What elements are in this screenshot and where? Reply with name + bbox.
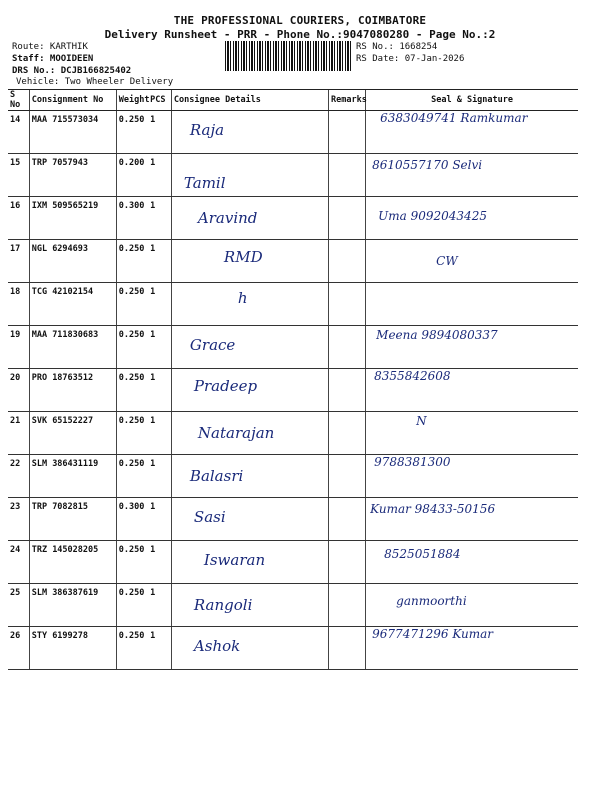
pieces: 1 [150,631,156,641]
table-row [8,412,578,455]
pieces-cell [148,326,171,369]
sno: 26 [10,631,21,641]
consignee-name: h [237,289,248,307]
consignee-name-cell [171,326,328,369]
consignee-name: Sasi [193,508,226,526]
weight-cell [116,584,148,627]
consignment-number-cell [29,627,116,670]
signature-cell [366,326,578,369]
signature: CW [436,254,458,268]
weight-cell [116,541,148,584]
sno-cell [8,412,29,455]
consignment-number-cell [29,154,116,197]
sno: 16 [10,201,21,211]
pieces-cell [148,369,171,412]
table-row [8,584,578,627]
signature: Uma 9092043425 [378,209,487,223]
table-row [8,541,578,584]
signature-cell [366,412,578,455]
sno: 23 [10,502,21,512]
sno-cell [8,627,29,670]
col-consignee: Consignee Details [171,90,328,111]
barcode [225,41,351,71]
vehicle-label: Vehicle: Two Wheeler Delivery [16,77,174,87]
signature: 9788381300 [374,455,451,469]
consignment-number: PRO 18763512 [31,373,94,383]
consignee-name: Grace [189,336,236,354]
table-row [8,498,578,541]
weight-cell [116,369,148,412]
consignee-name: Natarajan [197,424,275,442]
pieces: 1 [150,244,156,254]
weight-cell [116,283,148,326]
document-title: THE PROFESSIONAL COURIERS, COIMBATORE [173,14,427,27]
pieces: 1 [150,459,156,469]
signature-cell [366,240,578,283]
pieces-cell [148,154,171,197]
consignee-name: Ashok [193,637,241,655]
consignee-name-cell [171,455,328,498]
pieces-cell [148,283,171,326]
signature-cell [366,197,578,240]
consignment-number: SLM 386387619 [31,588,99,598]
rs-number: RS No.: 1668254 [356,42,438,52]
signature: Kumar 98433-50156 [370,502,496,516]
consignment-number: MAA 711830683 [31,330,99,340]
sno-cell [8,498,29,541]
weight: 0.250 [118,459,145,469]
remarks-cell [329,584,366,627]
weight-cell [116,412,148,455]
remarks-cell [329,240,366,283]
weight: 0.250 [118,244,145,254]
weight-cell [116,627,148,670]
consignment-number-cell [29,111,116,154]
weight: 0.300 [118,201,145,211]
signature: 8525051884 [384,547,461,561]
consignee-name: Raja [189,121,225,139]
weight-cell [116,111,148,154]
pieces-cell [148,197,171,240]
sno: 24 [10,545,21,555]
consignment-number: TRZ 145028205 [31,545,99,555]
consignee-name: Iswaran [203,551,266,569]
table-header-row [8,90,578,111]
weight-cell [116,197,148,240]
col-sno: S No [8,90,29,111]
sno-cell [8,197,29,240]
document-subtitle: Delivery Runsheet - PRR - Phone No.:9047080280 - Page No.:2 [104,28,496,41]
runsheet-table [8,89,578,670]
sno: 14 [10,115,21,125]
signature: 6383049741 Ramkumar [380,111,528,125]
weight: 0.300 [118,502,145,512]
pieces-cell [148,627,171,670]
consignee-name-cell [171,369,328,412]
consignee-name-cell [171,627,328,670]
sno-cell [8,326,29,369]
table-row [8,455,578,498]
sno: 15 [10,158,21,168]
signature: N [416,414,427,428]
pieces-cell [148,584,171,627]
remarks-cell [329,455,366,498]
signature-cell [366,627,578,670]
route-label: Route: KARTHIK [12,42,88,52]
consignment-number-cell [29,498,116,541]
consignee-name-cell [171,498,328,541]
consignee-name: Pradeep [193,377,258,395]
pieces: 1 [150,373,156,383]
consignment-number-cell [29,541,116,584]
pieces: 1 [150,330,156,340]
pieces: 1 [150,416,156,426]
table-row [8,369,578,412]
table-row [8,283,578,326]
consignee-name-cell [171,412,328,455]
signature-cell [366,541,578,584]
consignment-number: TRP 7082815 [31,502,89,512]
weight-cell [116,154,148,197]
consignment-number: NGL 6294693 [31,244,89,254]
consignee-name-cell [171,584,328,627]
signature-cell [366,283,578,326]
weight: 0.250 [118,588,145,598]
consignee-name: RMD [223,248,263,266]
pieces-cell [148,455,171,498]
signature: 8355842608 [374,369,451,383]
consignee-name: Aravind [197,209,258,227]
consignee-name-cell [171,541,328,584]
sno: 18 [10,287,21,297]
pieces: 1 [150,588,156,598]
pieces-cell [148,111,171,154]
table-row [8,627,578,670]
weight: 0.250 [118,631,145,641]
consignment-number: STY 6199278 [31,631,89,641]
consignment-number: TCG 42102154 [31,287,94,297]
signature-cell [366,111,578,154]
pieces: 1 [150,545,156,555]
weight-cell [116,240,148,283]
sno-cell [8,283,29,326]
weight-cell [116,455,148,498]
sno-cell [8,584,29,627]
pieces: 1 [150,201,156,211]
sno: 20 [10,373,21,383]
consignment-number-cell [29,326,116,369]
staff-label: Staff: MOOIDEEN [12,54,94,64]
col-remarks: Remarks [329,90,366,111]
sno-cell [8,541,29,584]
weight: 0.250 [118,373,145,383]
weight: 0.250 [118,287,145,297]
consignment-number-cell [29,197,116,240]
sno: 21 [10,416,21,426]
remarks-cell [329,412,366,455]
consignee-name: Tamil [183,174,226,192]
sno: 22 [10,459,21,469]
table-row [8,197,578,240]
signature: ganmoorthi [396,594,467,608]
consignee-name: Rangoli [193,596,253,614]
pieces-cell [148,541,171,584]
consignment-number-cell [29,412,116,455]
signature: Meena 9894080337 [376,328,498,342]
table-row [8,240,578,283]
sno-cell [8,111,29,154]
weight: 0.250 [118,545,145,555]
rs-date: RS Date: 07-Jan-2026 [356,54,465,64]
remarks-cell [329,326,366,369]
consignment-number: TRP 7057943 [31,158,89,168]
remarks-cell [329,197,366,240]
remarks-cell [329,541,366,584]
table-row [8,111,578,154]
consignee-name: Balasri [189,467,244,485]
consignee-name-cell [171,111,328,154]
drs-label: DRS No.: DCJB166825402 [12,66,132,76]
col-pcs: PCS [148,90,171,111]
remarks-cell [329,111,366,154]
pieces-cell [148,498,171,541]
pieces-cell [148,412,171,455]
sno-cell [8,240,29,283]
pieces: 1 [150,287,156,297]
consignment-number: SLM 386431119 [31,459,99,469]
col-consignment: Consignment No [29,90,116,111]
signature: 8610557170 Selvi [372,158,483,172]
remarks-cell [329,627,366,670]
signature-cell [366,154,578,197]
col-weight: Weight [116,90,148,111]
sno: 25 [10,588,21,598]
table-row [8,326,578,369]
sno: 17 [10,244,21,254]
remarks-cell [329,498,366,541]
consignee-name-cell [171,154,328,197]
pieces: 1 [150,502,156,512]
consignee-name-cell [171,240,328,283]
sno-cell [8,154,29,197]
pieces: 1 [150,158,156,168]
sno: 19 [10,330,21,340]
weight: 0.200 [118,158,145,168]
signature-cell [366,369,578,412]
sno-cell [8,369,29,412]
consignment-number-cell [29,240,116,283]
consignment-number: MAA 715573034 [31,115,99,125]
weight: 0.250 [118,416,145,426]
table-row [8,154,578,197]
consignment-number-cell [29,283,116,326]
consignment-number-cell [29,455,116,498]
consignment-number-cell [29,369,116,412]
weight-cell [116,498,148,541]
sno-cell [8,455,29,498]
col-seal: Seal & Signature [366,90,578,111]
consignee-name-cell [171,283,328,326]
consignment-number-cell [29,584,116,627]
pieces: 1 [150,115,156,125]
weight: 0.250 [118,330,145,340]
remarks-cell [329,369,366,412]
signature-cell [366,498,578,541]
consignment-number: SVK 65152227 [31,416,94,426]
weight-cell [116,326,148,369]
signature-cell [366,455,578,498]
signature-cell [366,584,578,627]
remarks-cell [329,154,366,197]
pieces-cell [148,240,171,283]
consignment-number: IXM 509565219 [31,201,99,211]
signature: 9677471296 Kumar [372,627,494,641]
weight: 0.250 [118,115,145,125]
consignee-name-cell [171,197,328,240]
remarks-cell [329,283,366,326]
